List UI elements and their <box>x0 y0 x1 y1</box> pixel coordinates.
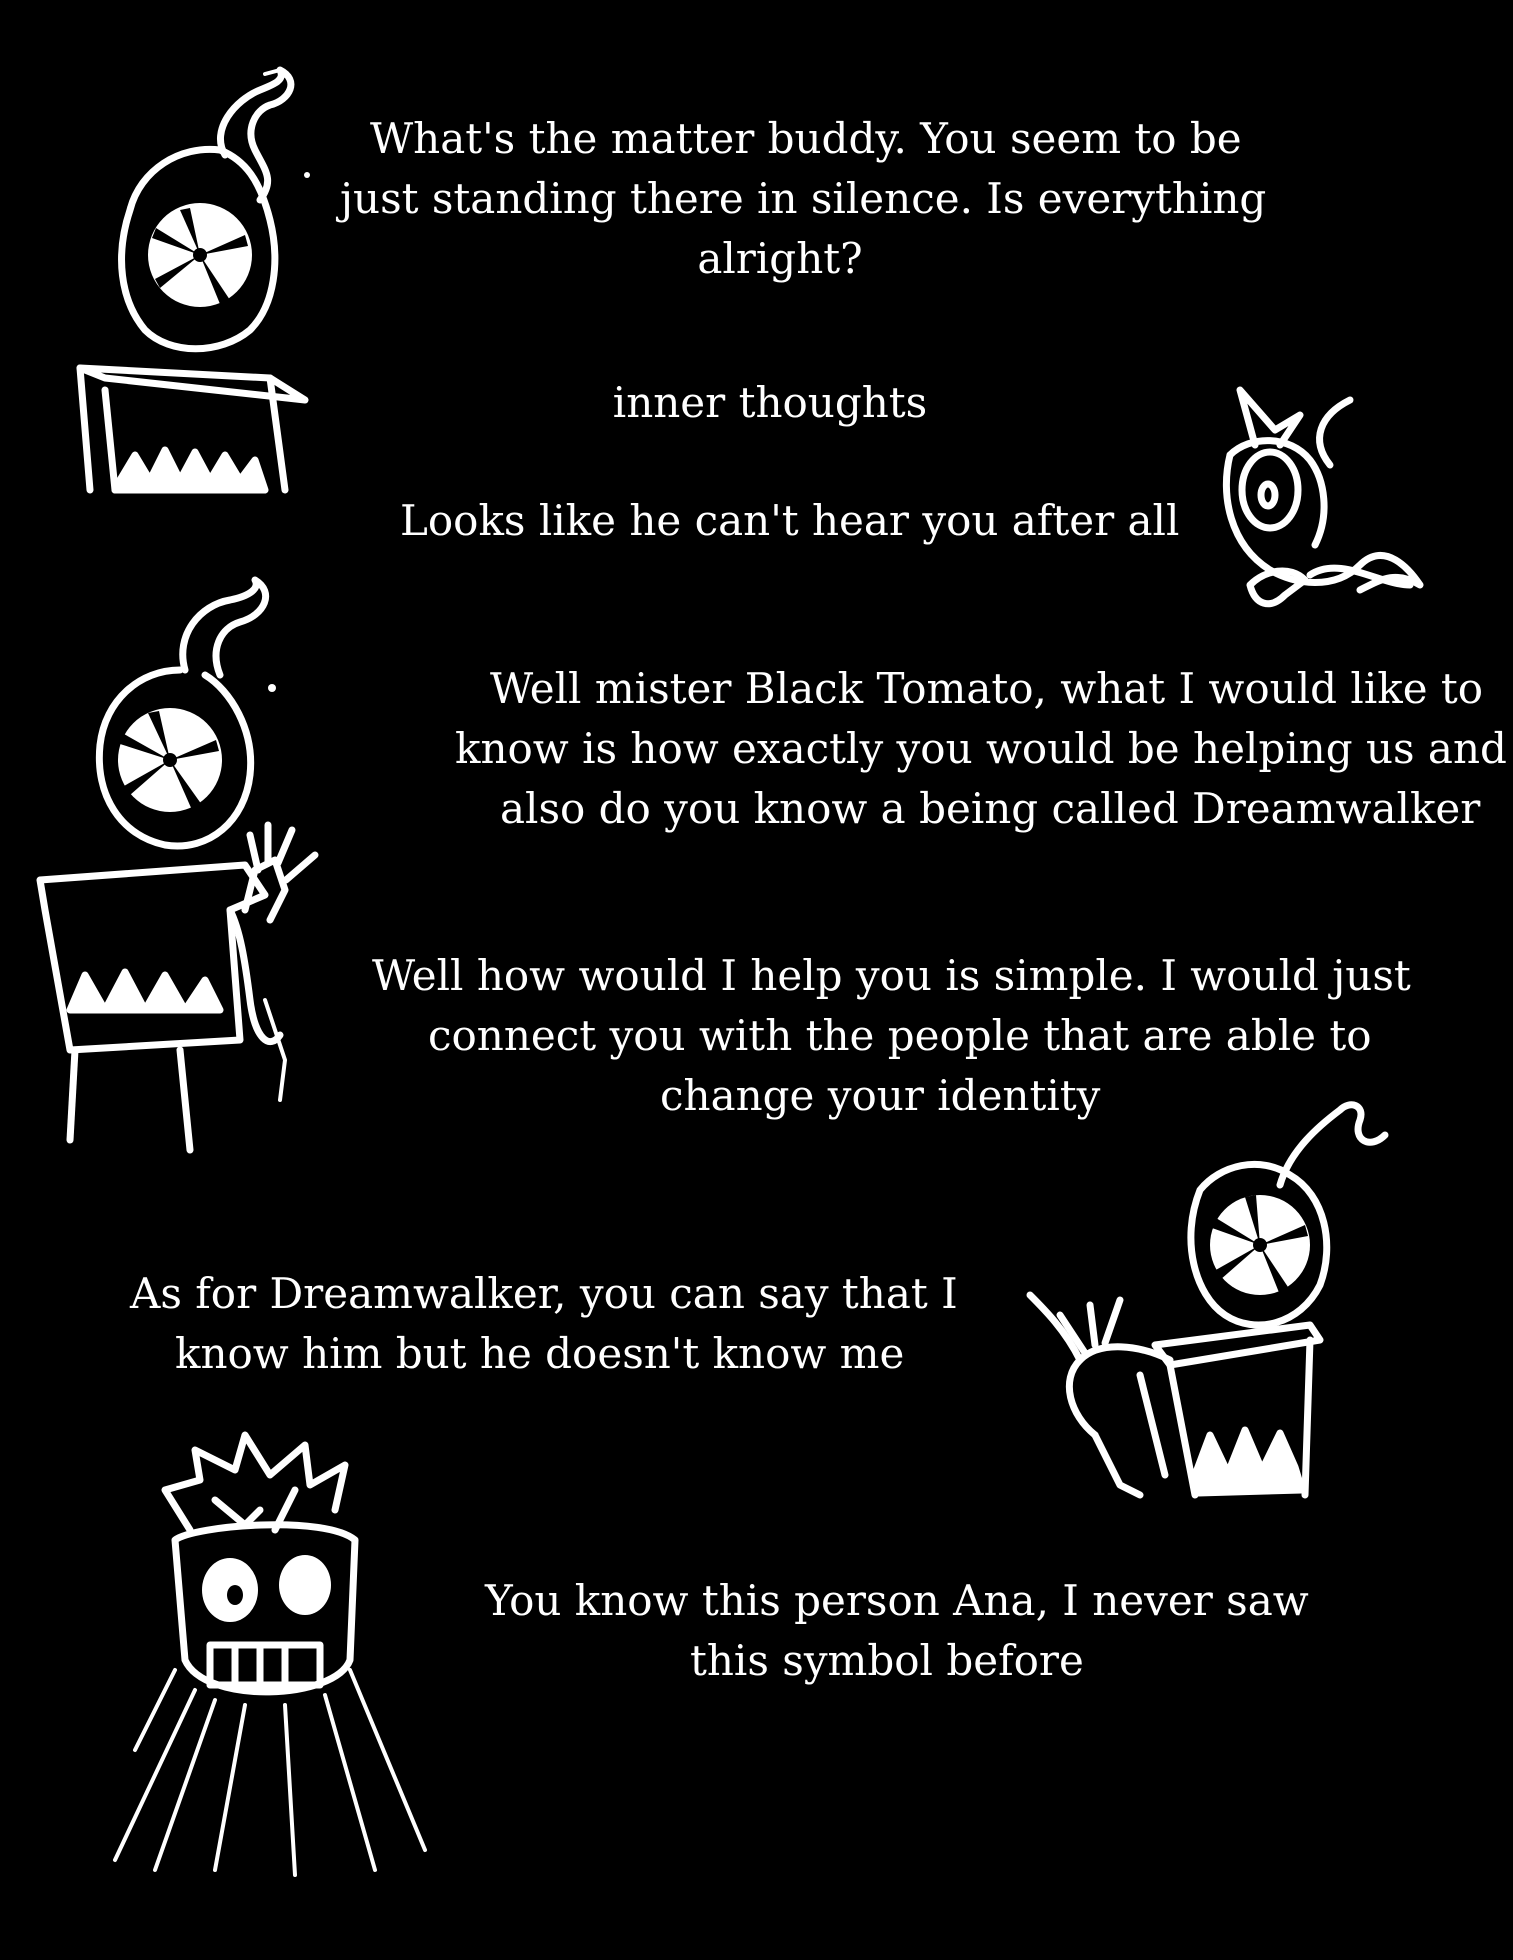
dreamwalker-line-2: know him but he doesn't know me <box>175 1329 905 1378</box>
request-line-3: also do you know a being called Dreamwalker <box>500 784 1481 833</box>
ana-question-line-2: this symbol before <box>690 1636 1084 1685</box>
ana-question-line-1: You know this person Ana, I never saw <box>485 1576 1309 1625</box>
tomato-character-reaching-illustration <box>990 1095 1410 1515</box>
answer-line-1: Well how would I help you is simple. I would just <box>372 951 1411 1000</box>
answer-line-2: connect you with the people that are able to <box>428 1011 1372 1060</box>
inner-thoughts-label: inner thoughts <box>612 378 928 427</box>
mask-character-illustration <box>95 1430 435 1880</box>
tomato-question-line-3: alright? <box>697 234 863 283</box>
dreamwalker-line-1: As for Dreamwalker, you can say that I <box>130 1269 958 1318</box>
request-line-1: Well mister Black Tomato, what I would like to <box>490 664 1484 713</box>
tomato-character-illustration <box>60 60 320 500</box>
inner-thought-text: Looks like he can't hear you after all <box>400 496 1180 545</box>
tomato-question-line-1: What's the matter buddy. You seem to be <box>370 114 1242 163</box>
eyeball-creature-illustration <box>1210 385 1440 625</box>
request-line-2: know is how exactly you would be helping us and <box>455 724 1507 773</box>
tomato-character-waving-illustration <box>30 580 370 1160</box>
tomato-question-line-2: just standing there in silence. Is everything <box>340 174 1267 223</box>
answer-line-3: change your identity <box>660 1071 1101 1120</box>
